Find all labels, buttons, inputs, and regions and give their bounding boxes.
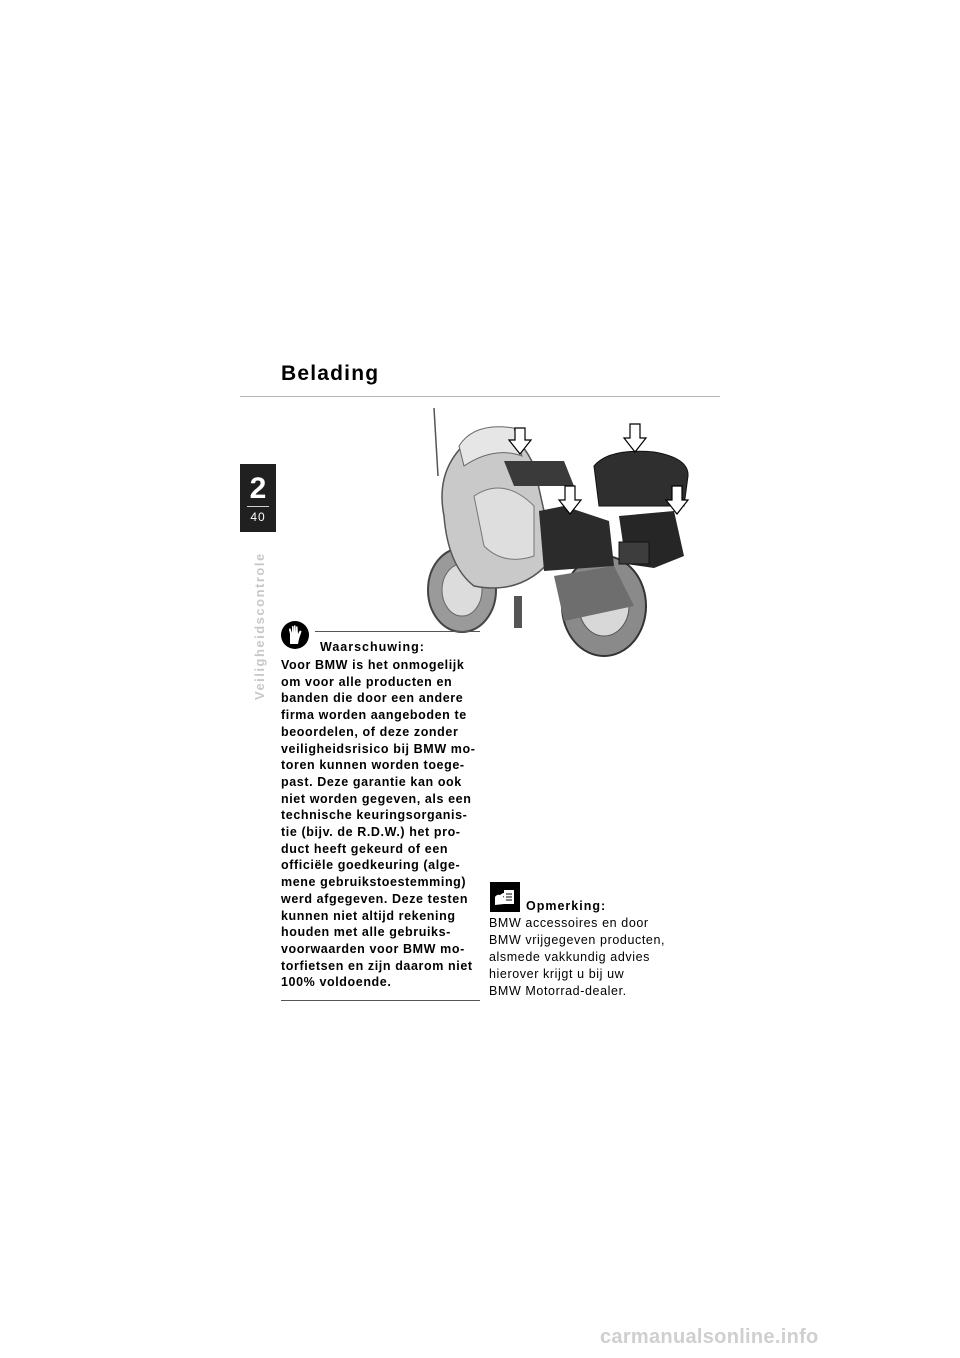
note-hand-icon bbox=[490, 882, 520, 912]
warning-line: past. Deze garantie kan ook bbox=[281, 774, 462, 789]
note-line: BMW Motorrad-dealer. bbox=[489, 984, 627, 998]
chapter-number: 2 bbox=[249, 472, 267, 505]
page-title: Belading bbox=[281, 362, 380, 385]
note-line: BMW accessoires en door bbox=[489, 916, 649, 930]
page-number: 40 bbox=[250, 510, 266, 524]
warning-line: tie (bijv. de R.D.W.) het pro- bbox=[281, 825, 461, 840]
warning-line: voorwaarden voor BMW mo- bbox=[281, 941, 465, 956]
note-line: hierover krijgt u bij uw bbox=[489, 967, 625, 981]
warning-line: duct heeft gekeurd of een bbox=[281, 841, 449, 856]
warning-line: 100% voldoende. bbox=[281, 975, 392, 990]
warning-bottom-divider bbox=[281, 1000, 480, 1001]
warning-line: houden met alle gebruiks- bbox=[281, 925, 451, 940]
warning-line: werd afgegeven. Deze testen bbox=[281, 891, 469, 906]
title-divider bbox=[240, 396, 720, 397]
warning-line: beoordelen, of deze zonder bbox=[281, 724, 459, 739]
chapter-tab bbox=[240, 464, 276, 532]
warning-line: banden die door een andere bbox=[281, 691, 464, 706]
warning-heading: Waarschuwing: bbox=[320, 640, 425, 654]
warning-line: officiële goedkeuring (alge- bbox=[281, 858, 461, 873]
note-line: alsmede vakkundig advies bbox=[489, 950, 651, 964]
chapter-divider bbox=[247, 506, 269, 507]
note-line: BMW vrijgegeven producten, bbox=[489, 933, 666, 947]
warning-line: toren kunnen worden toege- bbox=[281, 758, 465, 773]
warning-text bbox=[281, 657, 481, 991]
motorcycle-luggage-illustration bbox=[404, 406, 704, 662]
note-text bbox=[489, 915, 709, 1000]
warning-line: firma worden aangeboden te bbox=[281, 708, 467, 723]
warning-line: mene gebruikstoestemming) bbox=[281, 875, 467, 890]
warning-line: technische keuringsorganis- bbox=[281, 808, 468, 823]
section-side-label: Veiligheidscontrole bbox=[252, 552, 267, 700]
warning-line: niet worden gegeven, als een bbox=[281, 791, 472, 806]
warning-line: Voor BMW is het onmogelijk bbox=[281, 658, 465, 672]
watermark: carmanualsonline.info bbox=[600, 1326, 819, 1348]
warning-top-divider bbox=[315, 631, 480, 632]
warning-line: om voor alle producten en bbox=[281, 674, 453, 689]
hand-stop-icon bbox=[281, 621, 309, 649]
warning-line: veiligheidsrisico bij BMW mo- bbox=[281, 741, 476, 756]
warning-line: torfietsen en zijn daarom niet bbox=[281, 958, 473, 973]
note-heading: Opmerking: bbox=[526, 899, 607, 913]
warning-line: kunnen niet altijd rekening bbox=[281, 908, 456, 923]
